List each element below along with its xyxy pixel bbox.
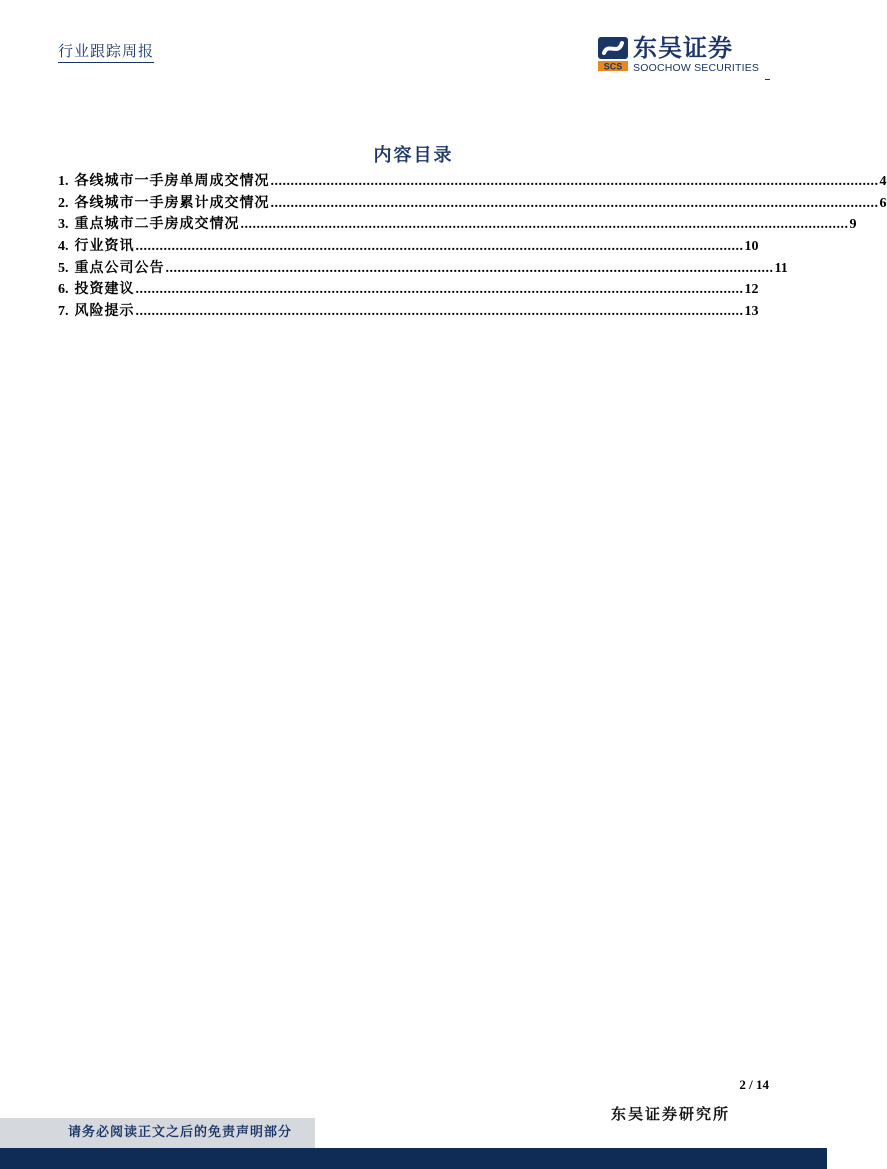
toc-leader-dots: ........................................................................................................................................................ — [135, 239, 744, 255]
toc-item-label: 各线城市一手房单周成交情况 — [74, 173, 270, 189]
footer-disclaimer-box — [0, 1118, 315, 1148]
footer-disclaimer-text: 请务必阅读正文之后的免责声明部分 — [68, 1125, 293, 1140]
toc-item-page: 6 — [879, 195, 887, 211]
brand-name-en: SOOCHOW SECURITIES — [633, 62, 760, 74]
toc-item-page: 13 — [744, 304, 759, 320]
toc-leader-dots: ........................................................................................................................................................ — [135, 304, 744, 320]
toc-item-label: 重点公司公告 — [74, 259, 165, 276]
toc-item-1[interactable] — [58, 171, 887, 193]
toc-title: 内容目录 — [373, 145, 454, 166]
header-divider — [765, 79, 770, 80]
toc-item-number: 4. — [58, 239, 69, 255]
toc-item-label: 各线城市一手房累计成交情况 — [74, 194, 270, 211]
toc-item-number: 7. — [58, 304, 69, 320]
toc-item-number: 2. — [58, 195, 69, 211]
toc-item-label: 投资建议 — [74, 281, 135, 298]
toc-item-label: 重点城市二手房成交情况 — [74, 216, 240, 233]
toc-item-page: 10 — [744, 239, 759, 255]
brand-logo — [597, 36, 762, 74]
toc-item-label: 行业资讯 — [74, 238, 135, 255]
brand-name-cn: 东吴证券 — [633, 34, 733, 62]
table-of-contents — [58, 171, 887, 323]
svg-text:SCS: SCS — [603, 61, 623, 72]
toc-item-page: 11 — [774, 260, 788, 276]
footer-institute-name: 东吴证券研究所 — [611, 1105, 731, 1123]
toc-item-2[interactable] — [58, 193, 887, 215]
toc-leader-dots: ........................................................................................................................................................ — [270, 195, 879, 211]
scs-logo-icon — [597, 36, 629, 72]
toc-item-number: 5. — [58, 260, 69, 276]
toc-item-7[interactable] — [58, 301, 759, 323]
toc-item-number: 6. — [58, 282, 69, 298]
toc-item-number: 3. — [58, 217, 69, 233]
toc-item-4[interactable] — [58, 236, 759, 258]
toc-leader-dots: ........................................................................................................................................................ — [240, 217, 849, 233]
toc-item-6[interactable] — [58, 279, 759, 301]
report-type-label: 行业跟踪周报 — [58, 42, 154, 63]
toc-item-page: 9 — [849, 217, 857, 233]
footer-bar — [0, 1148, 827, 1169]
page-number: 2 / 14 — [739, 1077, 769, 1092]
toc-item-page: 12 — [744, 282, 759, 298]
toc-item-3[interactable] — [58, 214, 857, 236]
toc-item-label: 风险提示 — [74, 303, 135, 320]
toc-leader-dots: ........................................................................................................................................................ — [270, 174, 879, 189]
toc-leader-dots: ........................................................................................................................................................ — [165, 260, 774, 276]
toc-item-number: 1. — [58, 174, 69, 189]
toc-item-page: 4 — [879, 174, 887, 189]
toc-leader-dots: ........................................................................................................................................................ — [135, 282, 744, 298]
toc-item-5[interactable] — [58, 258, 788, 280]
